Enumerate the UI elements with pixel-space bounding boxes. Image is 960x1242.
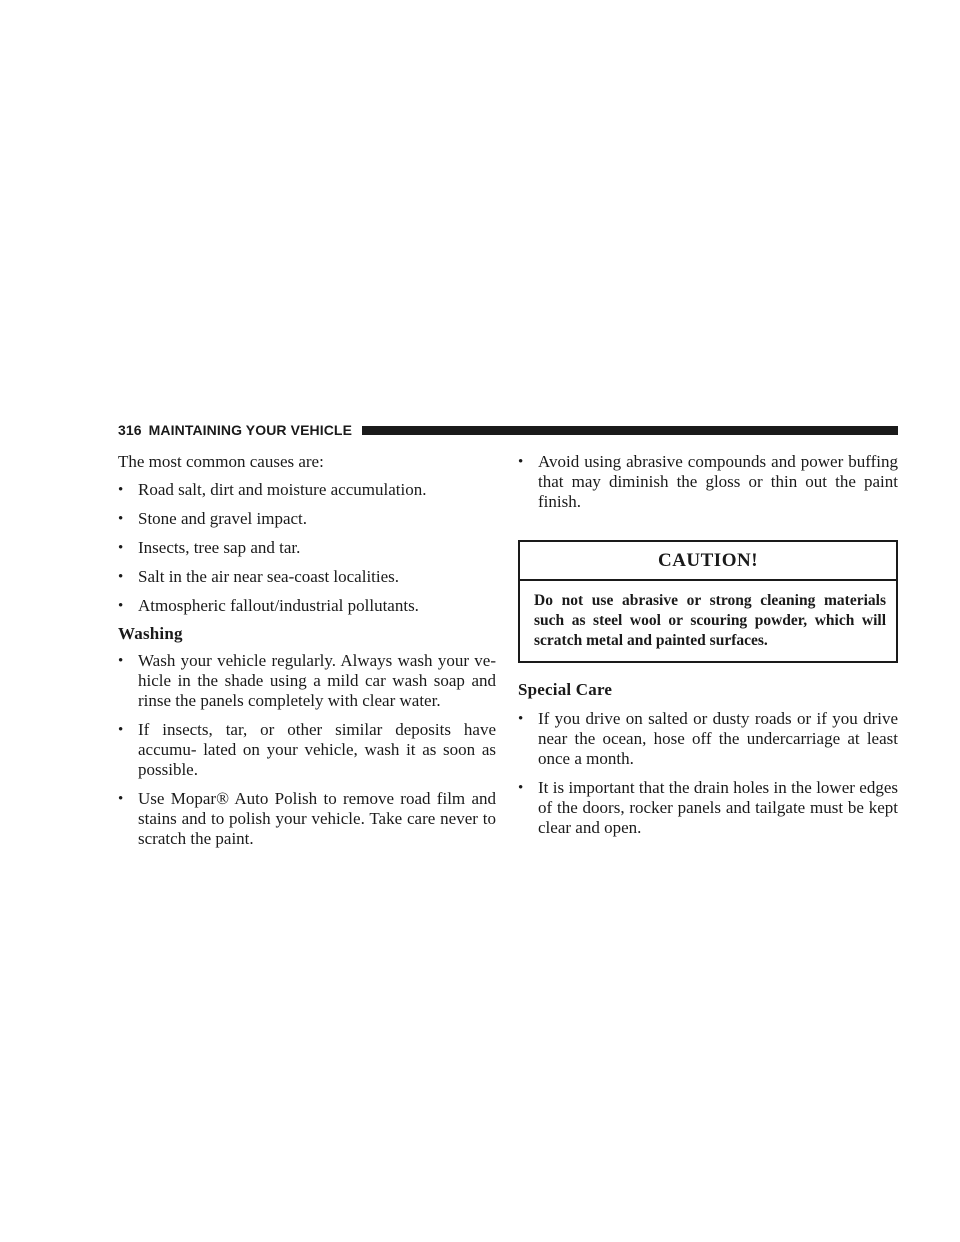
list-item: • Stone and gravel impact.: [118, 509, 308, 528]
bullet-icon: •: [118, 569, 124, 585]
left-column: [118, 452, 496, 849]
bullet-icon: •: [518, 780, 524, 796]
list-item: • Avoid using abrasive compounds and power buffing that may diminish the gloss or thin out the paint finish.: [518, 452, 898, 511]
caution-box: [518, 540, 898, 663]
caution-text: Do not use abrasive or strong cleaning materials such as steel wool or scouring powder, which will scratch metal and painted surfaces.: [534, 592, 886, 649]
bullet-icon: •: [118, 511, 124, 527]
page-header: [118, 421, 898, 439]
caution-title: CAUTION!: [520, 542, 896, 581]
causes-intro: The most common causes are:: [118, 452, 324, 471]
bullet-icon: •: [118, 482, 124, 498]
bullet-icon: •: [118, 722, 124, 738]
bullet-icon: •: [118, 598, 124, 614]
special-care-heading: Special Care: [518, 680, 613, 699]
right-column: [518, 452, 898, 838]
header-rule: [362, 426, 898, 435]
list-item: • Use Mopar® Auto Polish to remove road film and stains and to polish your vehicle. Take care never to scratch the paint.: [118, 789, 496, 848]
list-item: • Insects, tree sap and tar.: [118, 538, 301, 557]
list-item: • If insects, tar, or other similar deposits have accumu- lated on your vehicle, wash it as soon as possible.: [118, 720, 496, 779]
list-item: • Atmospheric fallout/industrial pollutants.: [118, 596, 419, 615]
bullet-icon: •: [518, 711, 524, 727]
bullet-icon: •: [118, 540, 124, 556]
list-item: • Salt in the air near sea-coast localities.: [118, 567, 400, 586]
list-item: • Wash your vehicle regularly. Always wash your ve- hicle in the shade using a mild car wash soap and rinse the panels completely with clear water.: [118, 651, 496, 710]
list-item: • Road salt, dirt and moisture accumulation.: [118, 480, 427, 499]
list-item: • If you drive on salted or dusty roads or if you drive near the ocean, hose off the undercarriage at least once a month.: [518, 709, 898, 768]
bullet-icon: •: [518, 454, 524, 470]
bullet-icon: •: [118, 653, 124, 669]
section-title: MAINTAINING YOUR VEHICLE: [148, 422, 353, 438]
list-item: • It is important that the drain holes in the lower edges of the doors, rocker panels and tailgate must be kept clear and open.: [518, 778, 898, 837]
page-number: 316: [118, 422, 142, 438]
bullet-icon: •: [118, 791, 124, 807]
washing-heading: Washing: [118, 624, 183, 643]
